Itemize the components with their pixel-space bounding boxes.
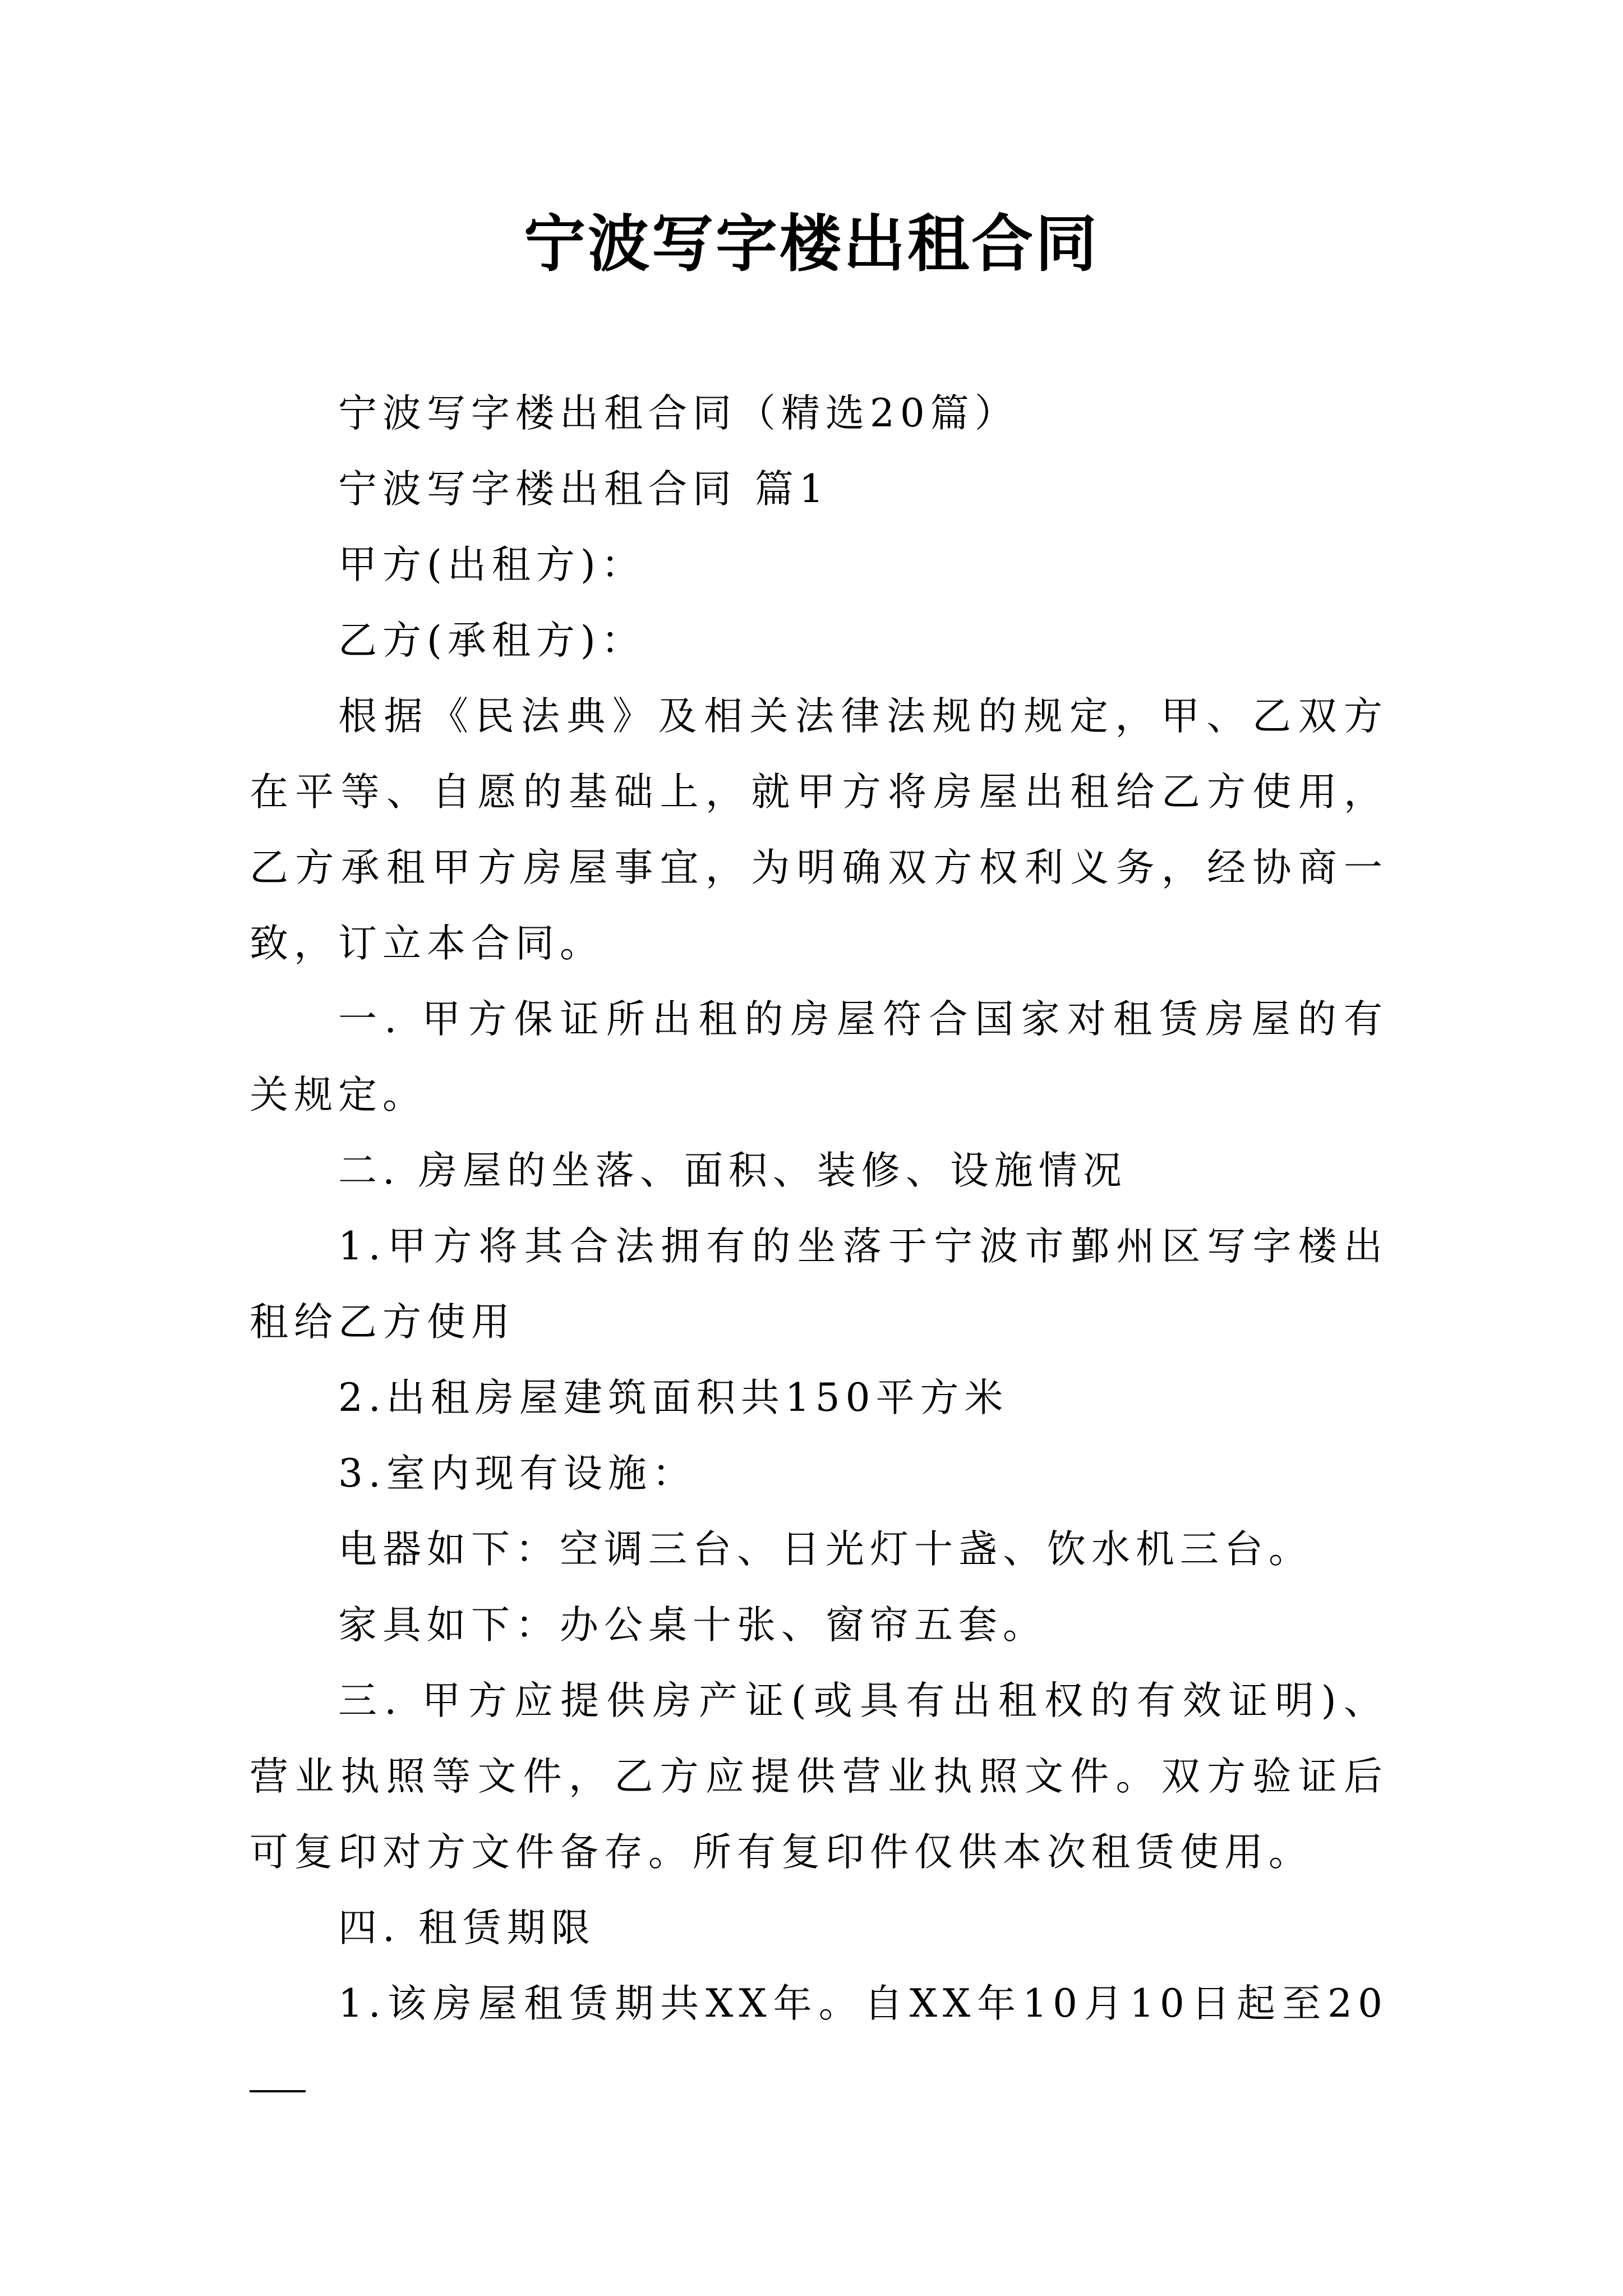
- fill-in-blank-line: [250, 2055, 306, 2092]
- paragraph-clause-3: 三. 甲方应提供房产证(或具有出租权的有效证明)、营业执照等文件，乙方应提供营业执照文件。双方验证后可复印对方文件备存。所有复印件仅供本次租赁使用。: [250, 1678, 1388, 1875]
- paragraph-party-a: 甲方(出租方)：: [338, 542, 645, 587]
- paragraph-clause-2-item-1: 1.甲方将其合法拥有的坐落于宁波市鄞州区写字楼出租给乙方使用: [250, 1224, 1388, 1345]
- document-title: 宁波写字楼出租合同: [524, 208, 1099, 280]
- paragraph-clause-2-item-2: 2.出租房屋建筑面积共150平方米: [338, 1375, 1009, 1420]
- paragraph-party-b: 乙方(承租方)：: [338, 618, 645, 663]
- paragraph-preamble: 根据《民法典》及相关法律法规的规定，甲、乙双方在平等、自愿的基础上，就甲方将房屋出租给乙方使用，乙方承租甲方房屋事宜，为明确双方权利义务，经协商一致，订立本合同。: [250, 694, 1388, 966]
- paragraph-appliances: 电器如下：空调三台、日光灯十盏、饮水机三台。: [338, 1527, 1313, 1572]
- paragraph-clause-1: 一. 甲方保证所出租的房屋符合国家对租赁房屋的有关规定。: [250, 997, 1388, 1117]
- paragraph-subtitle: 宁波写字楼出租合同（精选20篇）: [338, 391, 1019, 436]
- paragraph-section-heading: 宁波写字楼出租合同 篇1: [338, 467, 829, 512]
- paragraph-clause-4-item-1: [250, 1966, 1388, 2118]
- document-body: [250, 376, 1388, 2118]
- paragraph-clause-2: 二. 房屋的坐落、面积、装修、设施情况: [338, 1148, 1127, 1193]
- lease-term-text: 1.该房屋租赁期共XX年。自XX年10月10日起至20: [338, 1981, 1388, 2026]
- paragraph-clause-4: 四. 租赁期限: [338, 1906, 596, 1950]
- paragraph-furniture: 家具如下：办公桌十张、窗帘五套。: [338, 1603, 1047, 1648]
- paragraph-clause-2-item-3: 3.室内现有设施：: [338, 1451, 697, 1496]
